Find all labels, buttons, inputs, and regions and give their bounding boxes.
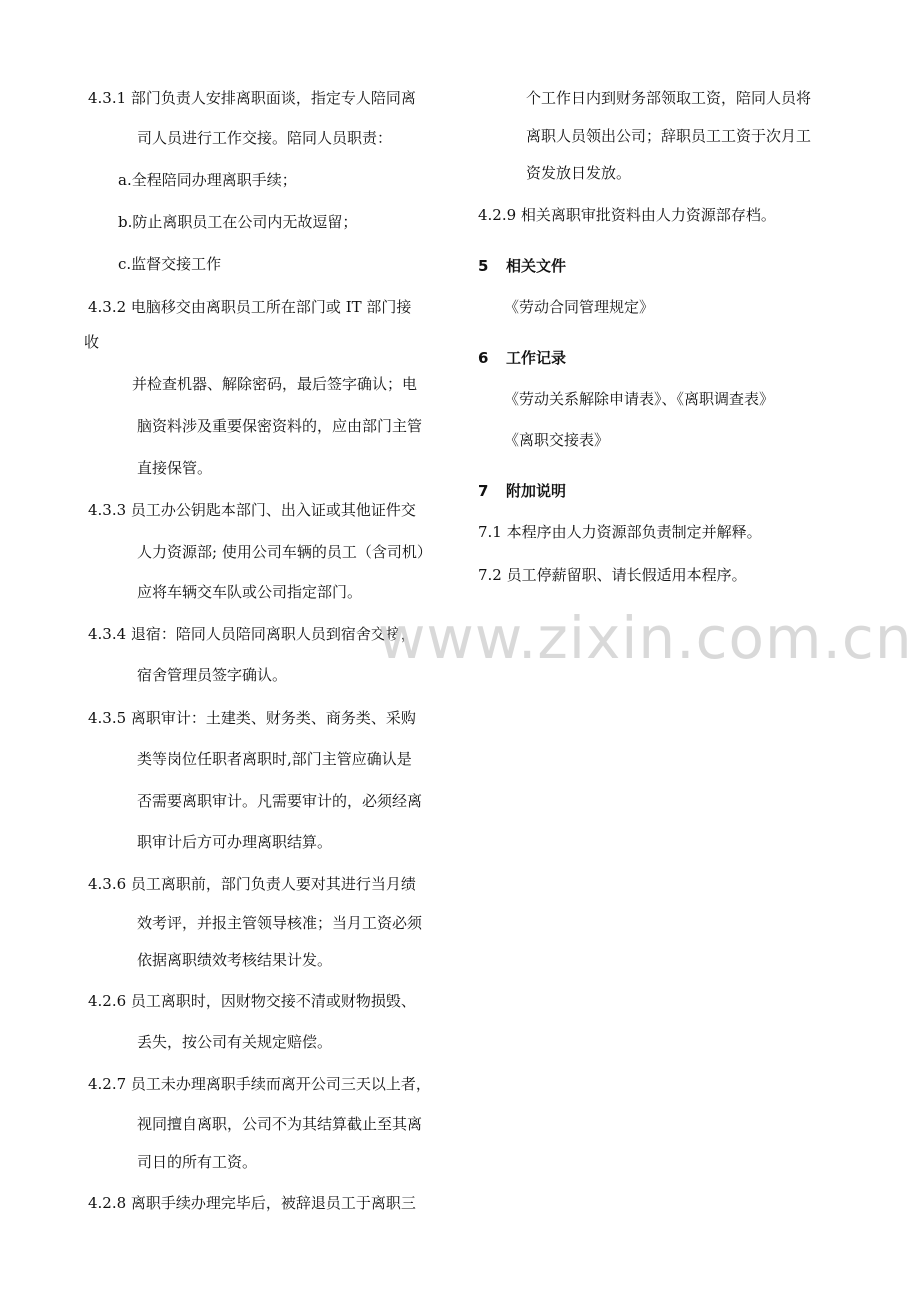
clause-4-2-6-line-1: 4.2.6 员工离职时，因财物交接不清或财物损毁、 <box>88 992 416 1010</box>
watermark: www.zixin.com.cn <box>378 604 913 672</box>
clause-4-3-2-line-4: 脑资料涉及重要保密资料的，应由部门主管 <box>137 417 423 435</box>
clause-4-3-4-line-1: 4.3.4 退宿：陪同人员陪同离职人员到宿舍交接， <box>88 625 416 643</box>
section-7-title: 附加说明 <box>506 482 567 500</box>
clause-4-3-1-item-b: b.防止离职员工在公司内无故逗留； <box>118 213 358 231</box>
clause-4-3-1-item-c: c.监督交接工作 <box>118 255 222 273</box>
clause-4-3-6-line-2: 效考评，并报主管领导核准；当月工资必须 <box>137 914 423 932</box>
clause-4-3-2-line-2: 收 <box>84 333 100 351</box>
section-7-item-2: 7.2 员工停薪留职、请长假适用本程序。 <box>478 566 747 584</box>
clause-4-2-6-line-2: 丢失，按公司有关规定赔偿。 <box>137 1033 333 1051</box>
section-6-title: 工作记录 <box>506 349 567 367</box>
clause-4-3-5-line-3: 否需要离职审计。凡需要审计的，必须经离 <box>137 792 423 810</box>
clause-4-3-1-line-2: 司人员进行工作交接。陪同人员职责： <box>137 129 393 147</box>
clause-4-3-3-line-2: 人力资源部; 使用公司车辆的员工（含司机） <box>137 543 432 561</box>
section-5-title: 相关文件 <box>506 257 567 275</box>
clause-4-2-7-line-1: 4.2.7 员工未办理离职手续而离开公司三天以上者， <box>88 1075 431 1093</box>
clause-4-2-7-line-2: 视同擅自离职，公司不为其结算截止至其离 <box>137 1115 423 1133</box>
clause-4-3-6-line-3: 依据离职绩效考核结果计发。 <box>137 951 333 969</box>
clause-4-3-2-line-5: 直接保管。 <box>137 459 213 477</box>
clause-4-2-8-line-3: 离职人员领出公司；辞职员工工资于次月工 <box>526 127 812 145</box>
section-7-item-1: 7.1 本程序由人力资源部负责制定并解释。 <box>478 523 762 541</box>
clause-4-2-8-line-4: 资发放日发放。 <box>526 164 632 182</box>
clause-4-3-2-line-3: 并检查机器、解除密码，最后签字确认；电 <box>132 375 418 393</box>
section-6-number: 6 <box>478 349 489 367</box>
clause-4-3-5-line-4: 职审计后方可办理离职结算。 <box>137 833 333 851</box>
section-6-heading <box>478 348 566 368</box>
clause-4-2-8-line-2: 个工作日内到财务部领取工资，陪同人员将 <box>526 89 812 107</box>
clause-4-3-5-line-1: 4.3.5 离职审计：土建类、财务类、商务类、采购 <box>88 709 416 727</box>
section-7-heading <box>478 481 566 501</box>
section-5-heading <box>478 256 566 276</box>
clause-4-3-1-line-1: 4.3.1 部门负责人安排离职面谈，指定专人陪同离 <box>88 89 416 107</box>
section-7-number: 7 <box>478 482 489 500</box>
section-6-item-2: 《离职交接表》 <box>504 431 610 449</box>
section-5-item-1: 《劳动合同管理规定》 <box>504 298 655 316</box>
clause-4-2-8-line-1: 4.2.8 离职手续办理完毕后，被辞退员工于离职三 <box>88 1194 416 1212</box>
clause-4-3-4-line-2: 宿舍管理员签字确认。 <box>137 666 288 684</box>
clause-4-2-9: 4.2.9 相关离职审批资料由人力资源部存档。 <box>478 206 776 224</box>
clause-4-3-5-line-2: 类等岗位任职者离职时,部门主管应确认是 <box>137 750 412 768</box>
clause-4-2-7-line-3: 司日的所有工资。 <box>137 1153 258 1171</box>
clause-4-3-3-line-1: 4.3.3 员工办公钥匙本部门、出入证或其他证件交 <box>88 501 416 519</box>
section-6-item-1: 《劳动关系解除申请表》、《离职调查表》 <box>504 390 775 408</box>
section-5-number: 5 <box>478 257 489 275</box>
clause-4-3-6-line-1: 4.3.6 员工离职前，部门负责人要对其进行当月绩 <box>88 875 416 893</box>
clause-4-3-2-line-1: 4.3.2 电脑移交由离职员工所在部门或 IT 部门接 <box>88 298 412 316</box>
clause-4-3-1-item-a: a.全程陪同办理离职手续； <box>118 171 297 189</box>
clause-4-3-3-line-3: 应将车辆交车队或公司指定部门。 <box>137 583 363 601</box>
